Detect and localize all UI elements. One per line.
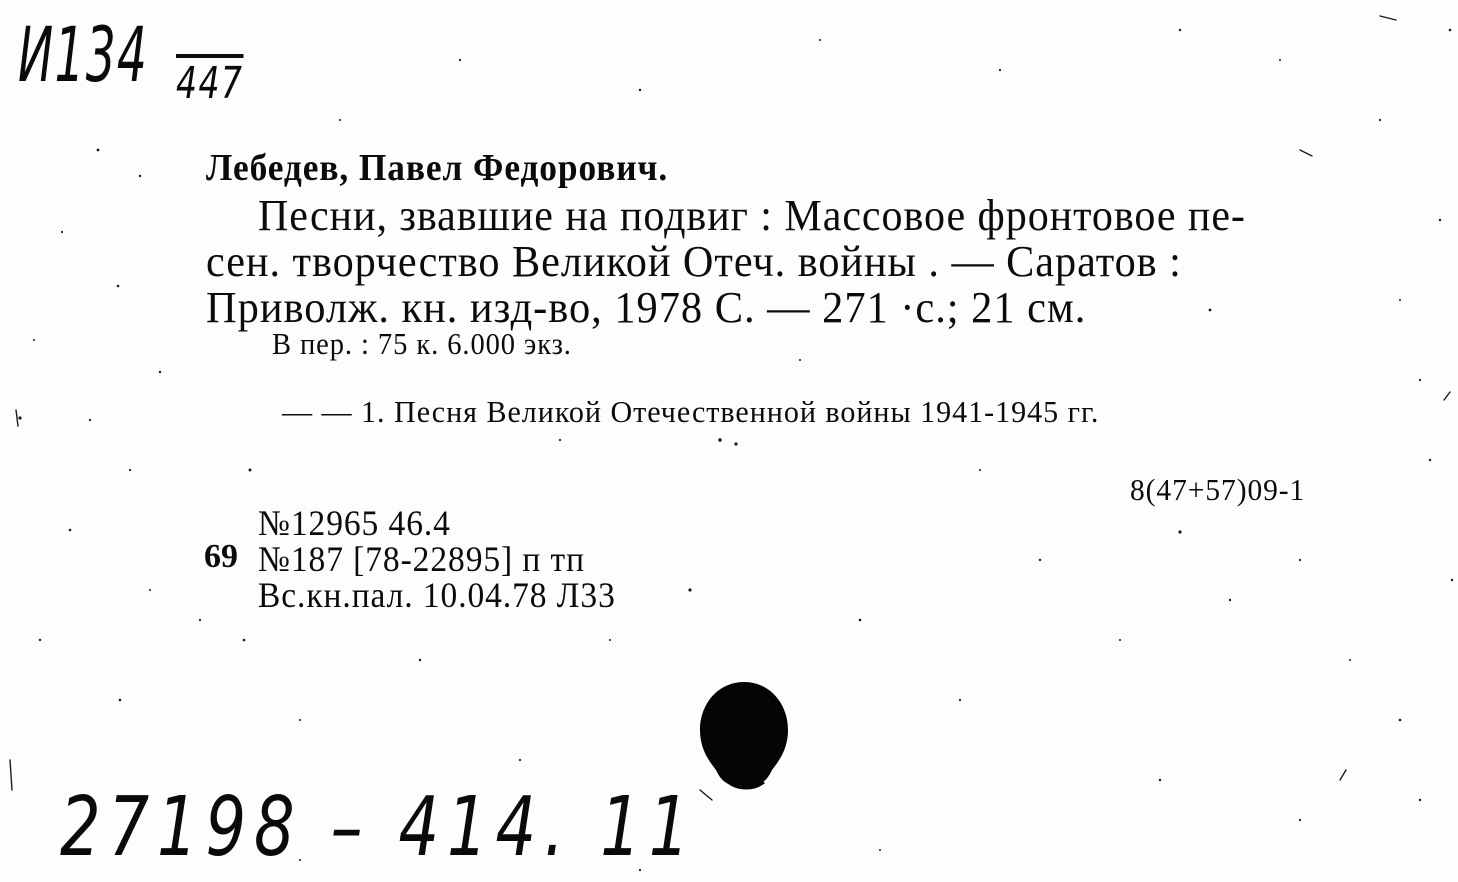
subject-heading: — — 1. Песня Великой Отечественной войны 1941-1945 гг. [282,394,1100,429]
title-line-2: сен. творчество Великой Отеч. войны . — Саратов : [206,237,1182,286]
call-number-suffix-handwritten: 447 [176,54,243,109]
title-line-1: Песни, звавшие на подвиг : Массовое фронтовое пе- [258,191,1246,240]
price-line: В пер. : 75 к. 6.000 экз. [272,326,572,361]
order-line-3: Вс.кн.пал. 10.04.78 Л33 [258,575,616,615]
call-number-handwritten: И134 [18,10,149,99]
inventory-number-handwritten: 27198 – 414. 11 [60,780,698,875]
punch-hole-icon [698,680,790,792]
order-prefix-number: 69 [204,538,238,575]
author-heading: Лебедев, Павел Федорович. [206,147,669,189]
classification-code: 8(47+57)09-1 [1130,472,1306,507]
order-line-2: №187 [78-22895] п тп [258,539,585,579]
order-line-1: №12965 46.4 [258,503,451,543]
imprint-line: Приволж. кн. изд-во, 1978 С. — 271 ·с.; 21 см. [206,283,1087,332]
